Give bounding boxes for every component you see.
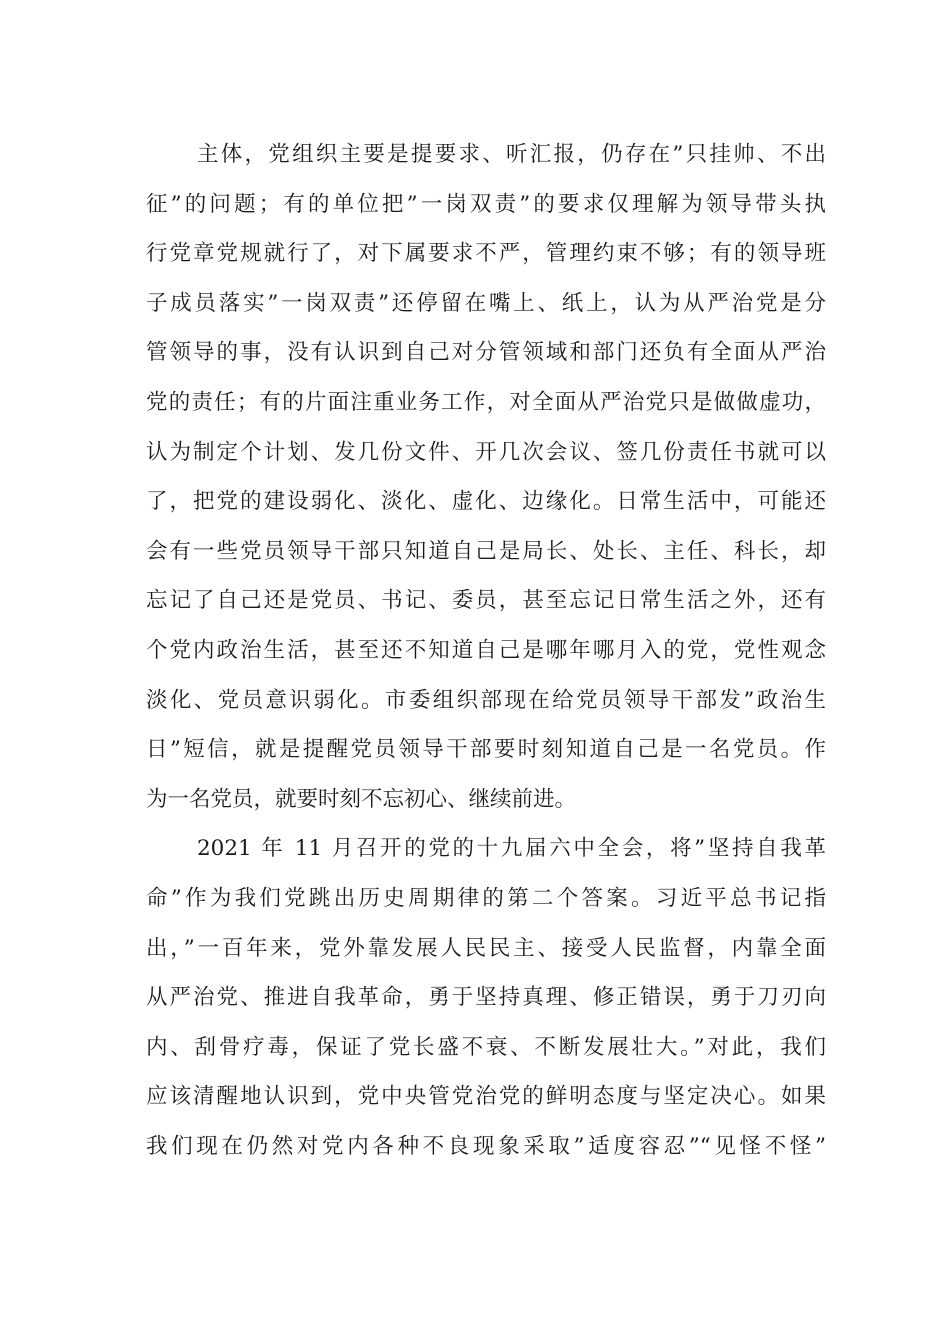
paragraph-1 — [146, 130, 826, 824]
text-line: 出，”一百年来，党外靠发展人民民主、接受人民监督，内靠全面 — [146, 935, 826, 961]
text-line: 个党内政治生活，甚至还不知道自己是哪年哪月入的党，党性观念 — [146, 637, 826, 663]
text-line: 从严治党、推进自我革命，勇于坚持真理、修正错误，勇于刀刃向 — [146, 985, 826, 1011]
text-line: 命”作为我们党跳出历史周期律的第二个答案。习近平总书记指 — [146, 885, 826, 911]
text-line: 2021 年 11 月召开的党的十九届六中全会，将”坚持自我革 — [197, 836, 826, 862]
text-line: 日”短信，就是提醒党员领导干部要时刻知道自己是一名党员。作 — [146, 737, 826, 763]
text-line: 子成员落实”一岗双责”还停留在嘴上、纸上，认为从严治党是分 — [146, 290, 826, 316]
text-line: 行党章党规就行了，对下属要求不严，管理约束不够；有的领导班 — [146, 241, 826, 267]
body-text — [146, 130, 826, 1171]
text-line: 了，把党的建设弱化、淡化、虚化、边缘化。日常生活中，可能还 — [146, 489, 826, 515]
text-line: 忘记了自己还是党员、书记、委员，甚至忘记日常生活之外，还有 — [146, 588, 826, 614]
text-line: 我们现在仍然对党内各种不良现象采取”适度容忍”“见怪不怪” — [146, 1133, 826, 1159]
paragraph-2 — [146, 824, 826, 1171]
text-line: 主体，党组织主要是提要求、听汇报，仍存在”只挂帅、不出 — [197, 142, 826, 167]
text-line: 征”的问题；有的单位把”一岗双责”的要求仅理解为领导带头执 — [146, 191, 826, 217]
text-line: 应该清醒地认识到，党中央管党治党的鲜明态度与坚定决心。如果 — [146, 1084, 826, 1110]
text-line: 淡化、党员意识弱化。市委组织部现在给党员领导干部发”政治生 — [146, 687, 826, 713]
text-line: 内、刮骨疗毒，保证了党长盛不衰、不断发展壮大。”对此，我们 — [146, 1034, 826, 1060]
text-line: 为一名党员，就要时刻不忘初心、继续前进。 — [146, 786, 577, 812]
text-line: 会有一些党员领导干部只知道自己是局长、处长、主任、科长，却 — [146, 538, 826, 564]
text-line: 管领导的事，没有认识到自己对分管领域和部门还负有全面从严治 — [146, 340, 826, 366]
text-line: 认为制定个计划、发几份文件、开几次会议、签几份责任书就可以 — [146, 439, 826, 465]
text-line: 党的责任；有的片面注重业务工作，对全面从严治党只是做做虚功， — [146, 389, 826, 415]
